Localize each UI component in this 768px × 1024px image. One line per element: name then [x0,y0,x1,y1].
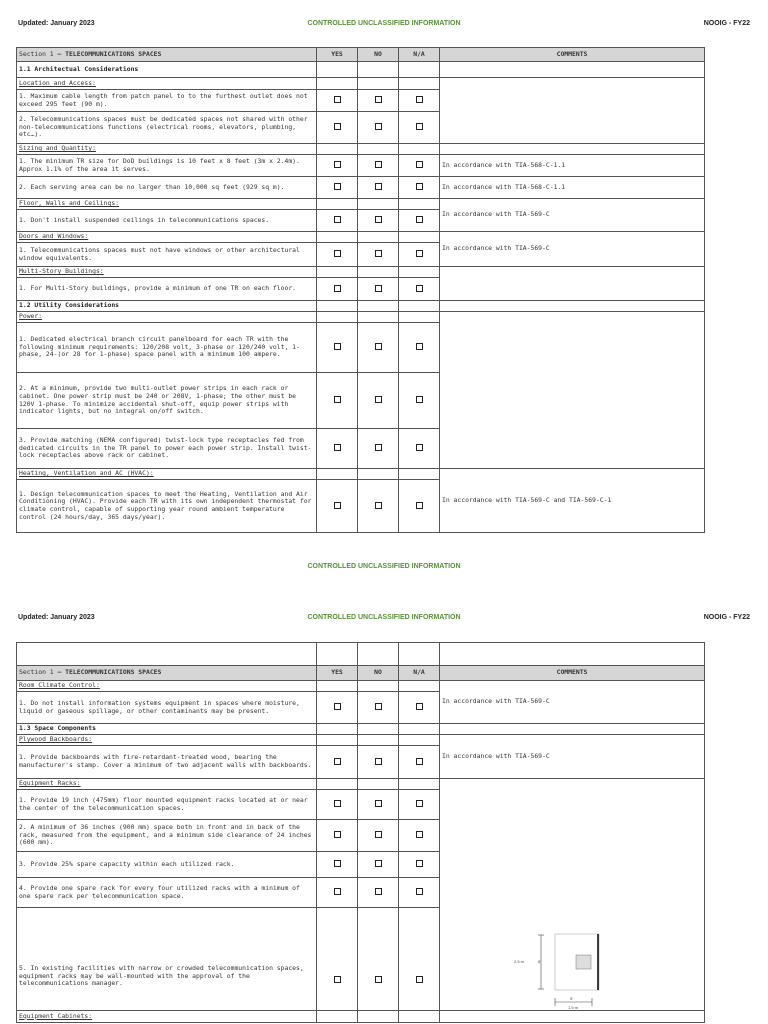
category-heading: Room Climate Control: [17,681,317,692]
yes-checkbox[interactable] [334,183,341,190]
requirement-text: 2. At a minimum, provide two multi-outlet power strips in each rack or cabinet. One power strip must be 240 or 208V, 1-phase; the other must be 120V 1-phase. To minimize accidental shut-off, equip power strips with indicator lights, but no integral on/off switch. [17,373,317,429]
classification-banner: CONTROLLED UNCLASSIFIED INFORMATION [307,614,461,621]
col-comments: COMMENTS [440,666,705,681]
no-checkbox[interactable] [375,758,382,765]
document-code: NOOIG - FY22 [703,614,750,621]
na-checkbox[interactable] [416,216,423,223]
requirement-text: 5. In existing facilities with narrow or crowded telecommunication spaces, equipment racks may be wall-mounted with the approval of the telecommunications manager. [17,908,317,1011]
na-checkbox[interactable] [416,860,423,867]
subsection-heading: 1.1 Architectual Considerations [17,62,317,78]
na-checkbox[interactable] [416,758,423,765]
yes-checkbox[interactable] [334,216,341,223]
yes-checkbox[interactable] [334,758,341,765]
document-code: NOOIG - FY22 [703,20,750,27]
category-heading: Floor, Walls and Ceilings: [17,199,317,210]
na-checkbox[interactable] [416,444,423,451]
category-heading: Heating, Ventilation and AC (HVAC): [17,469,317,480]
requirement-text: 4. Provide one spare rack for every four utilized racks with a minimum of one spare rack per telecommunication space. [17,878,317,908]
category-heading: Multi-Story Buildings: [17,267,317,278]
na-checkbox[interactable] [416,250,423,257]
na-checkbox[interactable] [416,502,423,509]
no-checkbox[interactable] [375,396,382,403]
requirement-text: 2. A minimum of 36 inches (900 mm) space both in front and in back of the rack, measured from the equipment, and a minimum side clearance of 24 inches (600 mm). [17,820,317,852]
na-checkbox[interactable] [416,800,423,807]
yes-checkbox[interactable] [334,250,341,257]
no-checkbox[interactable] [375,703,382,710]
category-heading: Doors and Windows: [17,232,317,243]
requirement-text: 1. Do not install information systems equipment in spaces where moisture, liquid or gaseous spillage, or other contaminants may be present. [17,692,317,724]
requirement-text: 1. Telecommunications spaces must not have windows or other architectural window equivalents. [17,243,317,267]
category-heading: Sizing and Quantity: [17,144,317,155]
requirement-text: 3. Provide 25% spare capacity within each utilized rack. [17,852,317,878]
yes-checkbox[interactable] [334,831,341,838]
no-checkbox[interactable] [375,831,382,838]
yes-checkbox[interactable] [334,285,341,292]
requirement-text: 1. Provide 19 inch (475mm) floor mounted equipment racks located at or near the center of the telecommunication spaces. [17,790,317,820]
yes-checkbox[interactable] [334,976,341,983]
no-checkbox[interactable] [375,800,382,807]
na-checkbox[interactable] [416,123,423,130]
na-checkbox[interactable] [416,888,423,895]
table-header-row [17,48,705,62]
na-checkbox[interactable] [416,183,423,190]
col-na: N/A [399,48,440,62]
no-checkbox[interactable] [375,123,382,130]
category-heading: Power: [17,312,317,323]
na-checkbox[interactable] [416,161,423,168]
subsection-heading: 1.3 Space Components [17,724,317,735]
section-heading: Section 1 – TELECOMMUNICATIONS SPACES [17,666,317,681]
height-m-label: 2.5 m [514,959,525,964]
requirement-text: 1. Provide backboards with fire-retardant-treated wood, bearing the manufacturer's stamp. Cover a minimum of two adjacent walls with backboards. [17,746,317,779]
no-checkbox[interactable] [375,96,382,103]
updated-date: Updated: January 2023 [18,20,95,27]
blank-spacer-row [17,643,705,666]
no-checkbox[interactable] [375,216,382,223]
col-yes: YES [317,48,358,62]
yes-checkbox[interactable] [334,343,341,350]
yes-checkbox[interactable] [334,860,341,867]
page-footer: CONTROLLED UNCLASSIFIED INFORMATION [307,563,461,570]
requirement-text: 2. Each serving area can be no larger than 10,000 sq feet (929 sq m). [17,177,317,199]
category-heading: Equipment Racks: [17,779,317,790]
width-ft-label: 5' [570,996,573,1001]
requirement-text: 1. The minimum TR size for DoD buildings is 10 feet x 8 feet (3m x 2.4m). Approx 1.1% of the area it serves. [17,155,317,177]
comment-cell: In accordance with TIA-568-C-1.1 [440,177,705,199]
no-checkbox[interactable] [375,161,382,168]
yes-checkbox[interactable] [334,888,341,895]
col-yes: YES [317,666,358,681]
yes-checkbox[interactable] [334,444,341,451]
no-checkbox[interactable] [375,343,382,350]
yes-checkbox[interactable] [334,502,341,509]
requirement-text: 1. Maximum cable length from patch panel to to the furthest outlet does not exceed 295 feet (90 m). [17,90,317,112]
checklist-table-page1 [16,47,705,533]
wall-rack-diagram [512,929,602,1017]
table-header-row [17,666,705,681]
width-m-label: 1.5 m [568,1005,579,1010]
col-na: N/A [399,666,440,681]
na-checkbox[interactable] [416,96,423,103]
col-comments: COMMENTS [440,48,705,62]
no-checkbox[interactable] [375,976,382,983]
requirement-text: 1. Dedicated electrical branch circuit panelboard for each TR with the following minimum requirements: 120/208 volt, 3-phase or 120/240 volt, 1-phase, 24-(or 28 for 1-phase) space panel with a minimum 100 ampere. [17,323,317,373]
na-checkbox[interactable] [416,396,423,403]
na-checkbox[interactable] [416,285,423,292]
comment-cell: In accordance with TIA-568-C-1.1 [440,155,705,177]
comment-cell: In accordance with TIA-569-C [440,735,705,779]
comment-cell: In accordance with TIA-569-C [440,232,705,267]
comment-cell: In accordance with TIA-569-C [440,681,705,724]
no-checkbox[interactable] [375,888,382,895]
wall-mounted-rack [576,955,591,969]
height-ft-label: 8' [538,959,541,964]
na-checkbox[interactable] [416,976,423,983]
category-heading: Plywood Backboards: [17,735,317,746]
yes-checkbox[interactable] [334,96,341,103]
no-checkbox[interactable] [375,250,382,257]
requirement-text: 1. For Multi-Story buildings, provide a minimum of one TR on each floor. [17,278,317,301]
page-header [0,20,768,34]
page-header [0,614,768,628]
no-checkbox[interactable] [375,502,382,509]
yes-checkbox[interactable] [334,123,341,130]
no-checkbox[interactable] [375,860,382,867]
requirement-text: 2. Telecommunications spaces must be dedicated spaces not shared with other non-telecommunications functions (electrical rooms, elevators, plumbing, etc…). [17,112,317,144]
no-checkbox[interactable] [375,285,382,292]
category-heading: Location and Access: [17,78,317,90]
section-heading: Section 1 – TELECOMMUNICATIONS SPACES [17,48,317,62]
classification-banner: CONTROLLED UNCLASSIFIED INFORMATION [307,20,461,27]
yes-checkbox[interactable] [334,396,341,403]
subsection-heading: 1.2 Utility Considerations [17,301,317,312]
category-heading: Equipment Cabinets: [17,1011,317,1023]
requirement-text: 1. Don't install suspended ceilings in telecommunications spaces. [17,210,317,232]
no-checkbox[interactable] [375,183,382,190]
no-checkbox[interactable] [375,444,382,451]
requirement-text: 1. Design telecommunication spaces to meet the Heating, Ventilation and Air Conditioning (HVAC). Provide each TR with its own independent thermostat for climate control, capable of supporting year round ambient temperature control (24 hours/day, 365 days/year). [17,480,317,533]
na-checkbox[interactable] [416,343,423,350]
col-no: NO [358,666,399,681]
comment-cell: In accordance with TIA-569-C and TIA-569-C-1 [440,469,705,533]
yes-checkbox[interactable] [334,161,341,168]
yes-checkbox[interactable] [334,800,341,807]
na-checkbox[interactable] [416,831,423,838]
requirement-text: 3. Provide matching (NEMA configured) twist-lock type receptacles fed from dedicated circuits in the TR panel to power each power strip. Install twist-lock receptacles above rack or cabinet. [17,429,317,469]
na-checkbox[interactable] [416,703,423,710]
yes-checkbox[interactable] [334,703,341,710]
updated-date: Updated: January 2023 [18,614,95,621]
comment-cell: In accordance with TIA-569-C [440,199,705,232]
col-no: NO [358,48,399,62]
